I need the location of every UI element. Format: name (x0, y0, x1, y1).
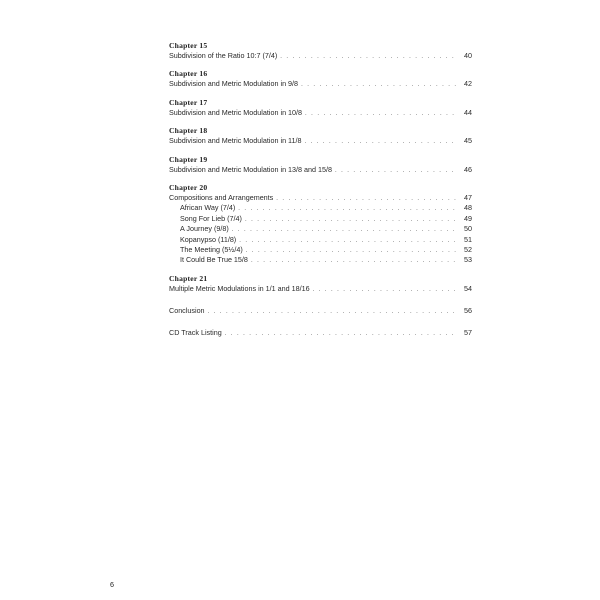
table-of-contents (169, 41, 472, 339)
dot-leader (208, 307, 457, 317)
chapter-15 (169, 41, 472, 61)
chapter-18 (169, 126, 472, 146)
toc-entry-page: 40 (464, 51, 472, 60)
chapter-heading: Chapter 15 (169, 41, 208, 50)
toc-entry-page: 54 (464, 283, 472, 293)
dot-leader (305, 109, 457, 119)
toc-entry-page: 47 (464, 192, 472, 202)
toc-entry-label: It Could Be True 15/8 (180, 255, 248, 265)
toc-entry-label: Conclusion (169, 306, 205, 316)
toc-subentry[interactable] (169, 245, 472, 255)
chapter-heading: Chapter 21 (169, 273, 208, 283)
chapter-heading: Chapter 17 (169, 97, 208, 107)
toc-entry-label: Subdivision and Metric Modulation in 11/8 (169, 136, 302, 146)
toc-entry-label: Subdivision and Metric Modulation in 9/8 (169, 79, 299, 89)
toc-entry-label: Subdivision and Metric Modulation in 13/8 and 15/8 (169, 164, 333, 174)
chapter-16 (169, 69, 472, 89)
toc-entry[interactable] (169, 79, 472, 89)
dot-leader (238, 204, 457, 214)
dot-leader (280, 52, 457, 62)
dot-leader (225, 329, 457, 339)
toc-entry-conclusion[interactable] (169, 306, 472, 316)
toc-subentry[interactable] (169, 203, 472, 213)
toc-entry-label: Subdivision of the Ratio 10:7 (7/4) (169, 51, 278, 60)
toc-entry-label: The Meeting (5½/4) (180, 244, 243, 254)
toc-entry[interactable] (169, 165, 472, 175)
chapter-heading: Chapter 20 (169, 182, 208, 192)
toc-entry-page: 51 (464, 234, 472, 244)
page-number: 6 (110, 580, 114, 589)
toc-entry-label: Kopanypso (11/8) (180, 234, 237, 244)
toc-entry-page: 49 (464, 213, 472, 223)
dot-leader (313, 285, 457, 295)
chapter-21 (169, 274, 472, 294)
toc-entry-page: 50 (464, 224, 472, 234)
toc-entry-page: 46 (464, 164, 472, 174)
toc-subentry[interactable] (169, 214, 472, 224)
dot-leader (246, 246, 457, 256)
dot-leader (232, 225, 457, 235)
dot-leader (301, 80, 457, 90)
toc-entry[interactable] (169, 51, 472, 61)
chapter-20 (169, 183, 472, 266)
toc-entry-label: CD Track Listing (169, 328, 222, 338)
dot-leader (305, 137, 457, 147)
toc-entry-label: Subdivision and Metric Modulation in 10/8 (169, 107, 303, 117)
toc-entry[interactable] (169, 193, 472, 203)
toc-entry-cd-listing[interactable] (169, 328, 472, 338)
toc-entry-label: A Journey (9/8) (180, 224, 229, 234)
toc-entry-page: 52 (464, 244, 472, 254)
chapter-17 (169, 98, 472, 118)
toc-subentry[interactable] (169, 235, 472, 245)
chapter-heading: Chapter 19 (169, 154, 208, 164)
toc-entry[interactable] (169, 136, 472, 146)
toc-entry-label: Song For Lieb (7/4) (180, 213, 242, 223)
toc-entry-label: African Way (7/4) (180, 203, 236, 213)
toc-entry-page: 44 (464, 107, 472, 117)
toc-entry-label: Compositions and Arrangements (169, 192, 274, 202)
toc-entry-label: Multiple Metric Modulations in 1/1 and 18/16 (169, 283, 310, 293)
toc-subentry[interactable] (169, 224, 472, 234)
dot-leader (239, 236, 457, 246)
toc-subentry[interactable] (169, 255, 472, 265)
chapter-heading: Chapter 18 (169, 126, 208, 136)
toc-entry-page: 42 (464, 79, 472, 89)
toc-entry-page: 48 (464, 203, 472, 213)
dot-leader (251, 256, 457, 266)
dot-leader (245, 215, 457, 225)
dot-leader (335, 166, 457, 176)
toc-entry-page: 45 (464, 136, 472, 146)
toc-entry[interactable] (169, 284, 472, 294)
chapter-heading: Chapter 16 (169, 69, 208, 79)
toc-entry-page: 53 (464, 255, 472, 265)
dot-leader (276, 194, 457, 204)
toc-entry-page: 56 (464, 306, 472, 316)
chapter-19 (169, 155, 472, 175)
toc-entry[interactable] (169, 108, 472, 118)
toc-entry-page: 57 (464, 328, 472, 338)
